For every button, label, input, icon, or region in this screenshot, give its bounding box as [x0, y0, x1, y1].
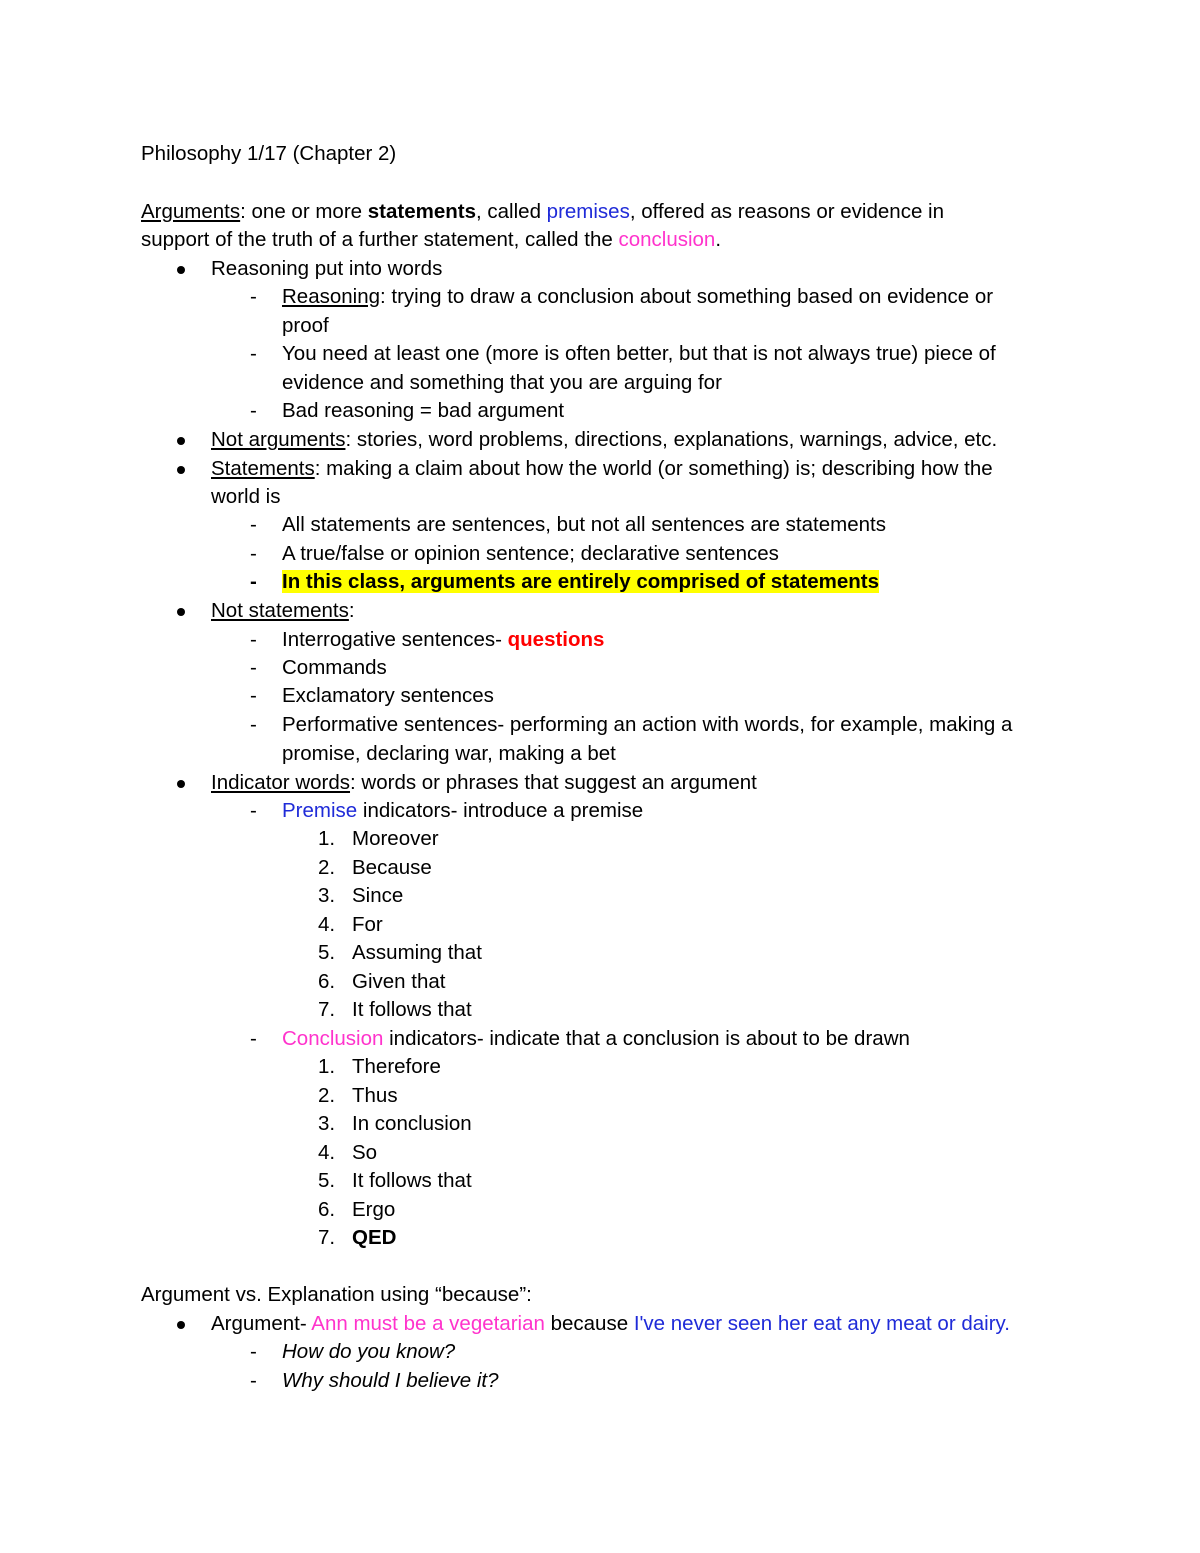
section-heading: Argument vs. Explanation using “because”:	[141, 1283, 532, 1306]
bullet-icon	[177, 1321, 185, 1329]
list-number: 7.	[318, 998, 336, 1021]
list-item: Since	[352, 884, 404, 907]
list-item: Thus	[352, 1083, 398, 1107]
list-number: 4.	[318, 1140, 336, 1164]
performative: Performative sentences- performing an action with words, for example, making a	[282, 713, 1013, 736]
list-number: 5.	[318, 1169, 336, 1192]
conclusion-word: conclusion	[618, 228, 716, 251]
dash-marker: -	[250, 684, 257, 707]
list-number: 6.	[318, 969, 336, 993]
bullet-indicator-words: Indicator words: words or phrases that suggest an argument	[211, 771, 757, 794]
list-number: 4.	[318, 912, 336, 936]
dash-marker: -	[250, 1027, 257, 1050]
dash-marker: -	[250, 1340, 257, 1363]
list-number: 2.	[318, 1083, 336, 1107]
list-item: Ergo	[352, 1197, 396, 1221]
question-why: Why should I believe it?	[282, 1369, 499, 1392]
list-number: 5.	[318, 941, 336, 964]
bullet-statements: Statements: making a claim about how the world (or something) is; describing how the	[211, 457, 993, 480]
dash-marker: -	[250, 656, 257, 679]
dash-marker: -	[250, 713, 257, 736]
bullet-icon	[177, 608, 185, 616]
dash-marker: -	[250, 570, 257, 593]
list-item: So	[352, 1140, 378, 1164]
dash-marker: -	[250, 285, 257, 308]
question-how: How do you know?	[282, 1340, 456, 1363]
list-item: Given that	[352, 969, 446, 993]
highlighted-note: In this class, arguments are entirely comprised of statements	[282, 570, 879, 593]
bullet-icon	[177, 780, 185, 788]
premises-word: premises	[546, 200, 630, 223]
interrogative: Interrogative sentences- questions	[282, 628, 605, 651]
list-number: 3.	[318, 884, 336, 907]
dash-marker: -	[250, 1369, 257, 1392]
need-evidence: You need at least one (more is often better, but that is not always true) piece of	[282, 342, 996, 365]
list-item: In conclusion	[352, 1112, 472, 1135]
list-item: It follows that	[352, 1169, 472, 1192]
intro-line-2: support of the truth of a further statement, called the conclusion.	[141, 228, 722, 251]
conclusion-indicators: Conclusion indicators- indicate that a conclusion is about to be drawn	[282, 1027, 910, 1050]
list-item: Assuming that	[352, 941, 482, 964]
bad-reasoning: Bad reasoning = bad argument	[282, 399, 565, 422]
list-number: 1.	[318, 1055, 336, 1078]
bold-statements: statements	[367, 200, 477, 223]
list-item: QED	[352, 1226, 397, 1249]
intro-line-1: Arguments: one or more statements, called premises, offered as reasons or evidence in	[141, 200, 944, 223]
performative-cont: promise, declaring war, making a bet	[282, 742, 616, 765]
reasoning-definition-cont: proof	[282, 314, 329, 337]
dash-marker: -	[250, 799, 257, 822]
exclamatory: Exclamatory sentences	[282, 684, 494, 707]
dash-marker: -	[250, 399, 257, 422]
list-item: Therefore	[352, 1055, 441, 1078]
list-number: 6.	[318, 1197, 336, 1221]
need-evidence-cont: evidence and something that you are arguing for	[282, 371, 722, 394]
bullet-reasoning: Reasoning put into words	[211, 257, 443, 280]
dash-marker: -	[250, 542, 257, 565]
argument-example: Argument- Ann must be a vegetarian because I've never seen her eat any meat or dairy.	[211, 1312, 1010, 1335]
page-title: Philosophy 1/17 (Chapter 2)	[141, 142, 397, 165]
list-item: Because	[352, 855, 432, 879]
bullet-icon	[177, 266, 185, 274]
dash-marker: -	[250, 628, 257, 651]
premise-indicators: Premise indicators- introduce a premise	[282, 799, 644, 822]
list-number: 7.	[318, 1226, 336, 1249]
bullet-statements-cont: world is	[211, 485, 281, 508]
bullet-icon	[177, 437, 185, 445]
bullet-not-statements: Not statements:	[211, 599, 355, 622]
list-item: For	[352, 912, 383, 936]
bullet-icon	[177, 466, 185, 474]
list-number: 2.	[318, 855, 336, 879]
dash-marker: -	[250, 342, 257, 365]
term-arguments: Arguments	[141, 200, 241, 223]
bullet-not-arguments: Not arguments: stories, word problems, directions, explanations, warnings, advice, etc.	[211, 428, 998, 451]
statements-declarative: A true/false or opinion sentence; declarative sentences	[282, 542, 779, 565]
list-number: 1.	[318, 827, 336, 850]
statements-sentences: All statements are sentences, but not all sentences are statements	[282, 513, 886, 536]
commands: Commands	[282, 656, 387, 679]
reasoning-definition: Reasoning: trying to draw a conclusion about something based on evidence or	[282, 285, 994, 308]
dash-marker: -	[250, 513, 257, 536]
list-item: It follows that	[352, 998, 472, 1021]
list-item: Moreover	[352, 827, 439, 850]
list-number: 3.	[318, 1112, 336, 1135]
